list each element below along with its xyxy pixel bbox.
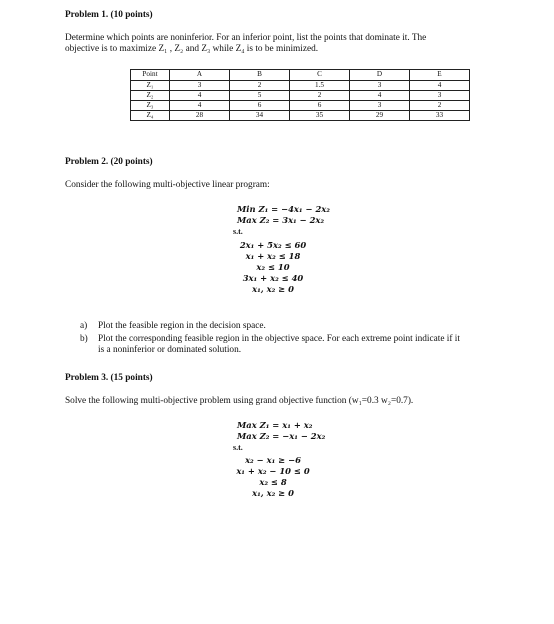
constraint: x₁, x₂ ≥ 0 bbox=[252, 488, 294, 498]
problem-1-text-line2: objective is to maximize Z₁ , Z₂ and Z₃ while Z₄ is to be minimized. bbox=[65, 44, 319, 54]
table-cell: 1.5 bbox=[290, 80, 350, 90]
item-b-text-line1: Plot the corresponding feasible region in the objective space. For each extreme point indicate if it bbox=[98, 334, 460, 344]
points-table bbox=[130, 69, 470, 121]
problem-3-objective-1: Max Z₁ = x₁ + x₂ bbox=[237, 420, 313, 430]
table-cell: Z₄ bbox=[131, 110, 170, 120]
problem-2-objective-2: Max Z₂ = 3x₁ − 2x₂ bbox=[237, 215, 325, 225]
table-cell: 3 bbox=[410, 90, 470, 100]
table-cell: 6 bbox=[230, 100, 290, 110]
table-header-cell: A bbox=[170, 70, 230, 81]
table-row bbox=[131, 110, 470, 120]
table-cell: Z₁ bbox=[131, 80, 170, 90]
table-row bbox=[131, 90, 470, 100]
constraint: x₁ + x₂ ≤ 18 bbox=[245, 251, 301, 261]
table-header-cell: D bbox=[350, 70, 410, 81]
problem-1-text-line1: Determine which points are noninferior. For an inferior point, list the points that dominate it. The bbox=[65, 33, 427, 43]
table-cell: Z₃ bbox=[131, 100, 170, 110]
table-cell: 2 bbox=[290, 90, 350, 100]
problem-2-intro: Consider the following multi-objective linear program: bbox=[65, 180, 270, 190]
constraint: x₂ − x₁ ≥ −6 bbox=[245, 455, 301, 465]
table-cell: 4 bbox=[350, 90, 410, 100]
table-header-cell: C bbox=[290, 70, 350, 81]
problem-3-subject-to: s.t. bbox=[233, 443, 243, 452]
constraint: x₁, x₂ ≥ 0 bbox=[252, 284, 294, 294]
constraint: x₁ + x₂ − 10 ≤ 0 bbox=[236, 466, 310, 476]
item-b-text-line2: is a noninferior or dominated solution. bbox=[98, 345, 242, 355]
table-cell: 2 bbox=[230, 80, 290, 90]
table-cell: 4 bbox=[170, 90, 230, 100]
constraint: x₂ ≤ 8 bbox=[259, 477, 287, 487]
table-row bbox=[131, 100, 470, 110]
problem-3-intro: Solve the following multi-objective problem using grand objective function (w₁=0.3 w₂=0.7). bbox=[65, 396, 414, 406]
problem-1-title: Problem 1. (10 points) bbox=[65, 10, 153, 20]
problem-2-objective-1: Min Z₁ = −4x₁ − 2x₂ bbox=[237, 204, 330, 214]
table-cell: 2 bbox=[410, 100, 470, 110]
table-cell: 5 bbox=[230, 90, 290, 100]
table-cell: 34 bbox=[230, 110, 290, 120]
table-cell: 4 bbox=[170, 100, 230, 110]
table-header-cell: B bbox=[230, 70, 290, 81]
table-cell: 3 bbox=[350, 80, 410, 90]
table-header-cell: E bbox=[410, 70, 470, 81]
table-cell: 4 bbox=[410, 80, 470, 90]
item-a-label: a) bbox=[80, 321, 88, 331]
table-cell: 28 bbox=[170, 110, 230, 120]
constraint: x₂ ≤ 10 bbox=[256, 262, 290, 272]
table-cell: 29 bbox=[350, 110, 410, 120]
table-cell: 33 bbox=[410, 110, 470, 120]
table-header-cell: Point bbox=[131, 70, 170, 81]
table-row bbox=[131, 80, 470, 90]
constraint: 3x₁ + x₂ ≤ 40 bbox=[242, 273, 304, 283]
problem-3-objective-2: Max Z₂ = −x₁ − 2x₂ bbox=[237, 431, 326, 441]
table-cell: 35 bbox=[290, 110, 350, 120]
problem-2-subject-to: s.t. bbox=[233, 227, 243, 236]
table-cell: 3 bbox=[350, 100, 410, 110]
table-header-row bbox=[131, 70, 470, 81]
problem-2-constraints bbox=[200, 240, 346, 295]
problem-2-title: Problem 2. (20 points) bbox=[65, 157, 153, 167]
table-cell: Z₂ bbox=[131, 90, 170, 100]
table-cell: 6 bbox=[290, 100, 350, 110]
constraint: 2x₁ + 5x₂ ≤ 60 bbox=[239, 240, 307, 250]
item-a-text: Plot the feasible region in the decision space. bbox=[98, 321, 266, 331]
table-cell: 3 bbox=[170, 80, 230, 90]
problem-3-title: Problem 3. (15 points) bbox=[65, 373, 153, 383]
problem-3-constraints bbox=[200, 455, 346, 499]
item-b-label: b) bbox=[80, 334, 88, 344]
